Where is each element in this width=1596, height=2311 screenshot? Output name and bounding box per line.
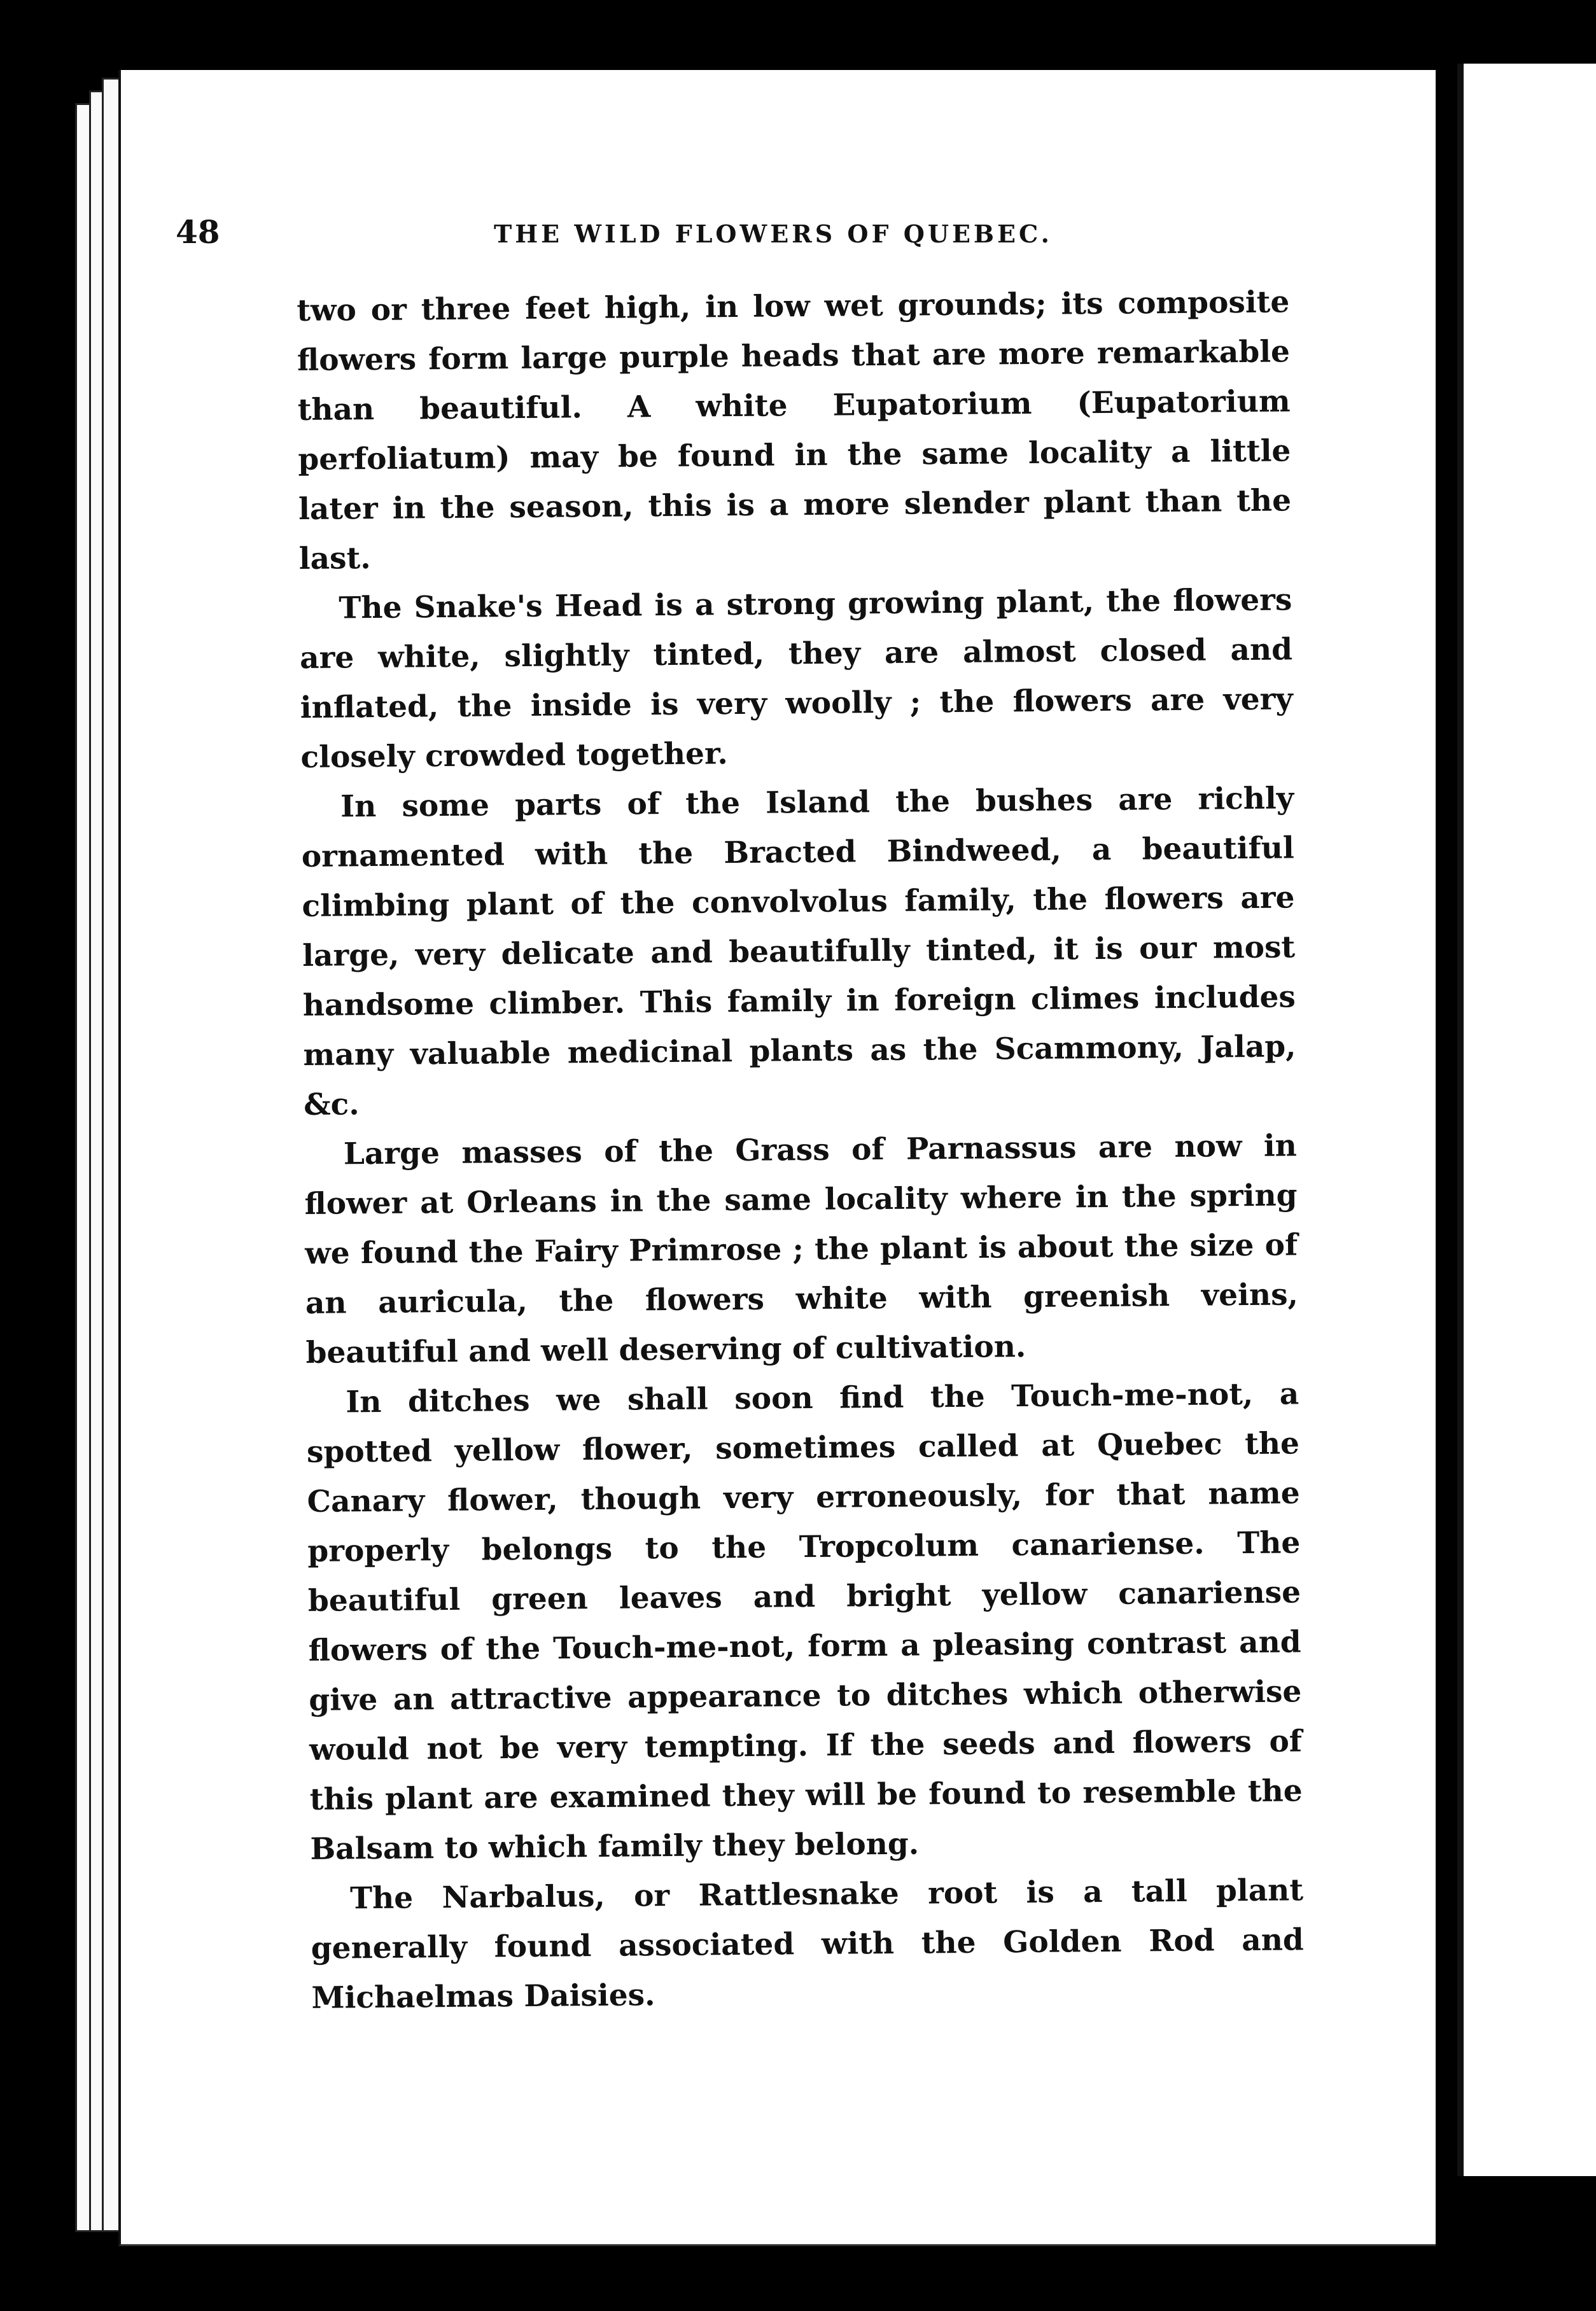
paragraph: Large masses of the Grass of Parnassus are now in flower at Orleans in the same locality where in the spring we found the Fairy Primrose ; the plant is about the size of an auricula, the flowers white with greenish veins, beautiful and well deserving of cultivation. xyxy=(304,1128,1299,1371)
page-number: 48 xyxy=(176,213,220,251)
paragraph: The Snake's Head is a strong growing plant, the flowers are white, slightly tinted, they are almost closed and inflated, the inside is very woolly ; the flowers are very closely crowded together. xyxy=(299,582,1293,775)
paragraph: In some parts of the Island the bushes are richly ornamented with the Bracted Bindweed, a beautiful climbing plant of the convolvolus family, the flowers are large, very delicate and beautifully tinted, it is our most handsome climber. This family in foreign climes includes many valuable medicinal plants as the Scammony, Jalap, &c. xyxy=(301,781,1296,1122)
paragraph: two or three feet high, in low wet grounds; its composite flowers form large purple heads that are more remarkable than beautiful. A white Eupatorium (Eupatorium perfoliatum) may be found in the same locality a little later in the season, this is a more slender plant than the last. xyxy=(297,284,1292,576)
facing-page-edge xyxy=(1457,64,1596,2176)
body-text xyxy=(297,277,1305,2023)
running-title: THE WILD FLOWERS OF QUEBEC. xyxy=(494,220,1053,248)
paragraph: The Narbalus, or Rattlesnake root is a tall plant generally found associated with the Golden Rod and Michaelmas Daisies. xyxy=(311,1873,1304,2016)
running-head xyxy=(176,213,1079,251)
paragraph: In ditches we shall soon find the Touch-me-not, a spotted yellow flower, sometimes called at Quebec the Canary flower, though very erroneously, for that name properly belongs to the Tropcolum canariense. The beautiful green leaves and bright yellow canariense flowers of the Touch-me-not, form a pleasing contrast and give an attractive appearance to ditches which otherwise would not be very tempting. If the seeds and flowers of this plant are examined they will be found to resemble the Balsam to which family they belong. xyxy=(306,1376,1303,1867)
